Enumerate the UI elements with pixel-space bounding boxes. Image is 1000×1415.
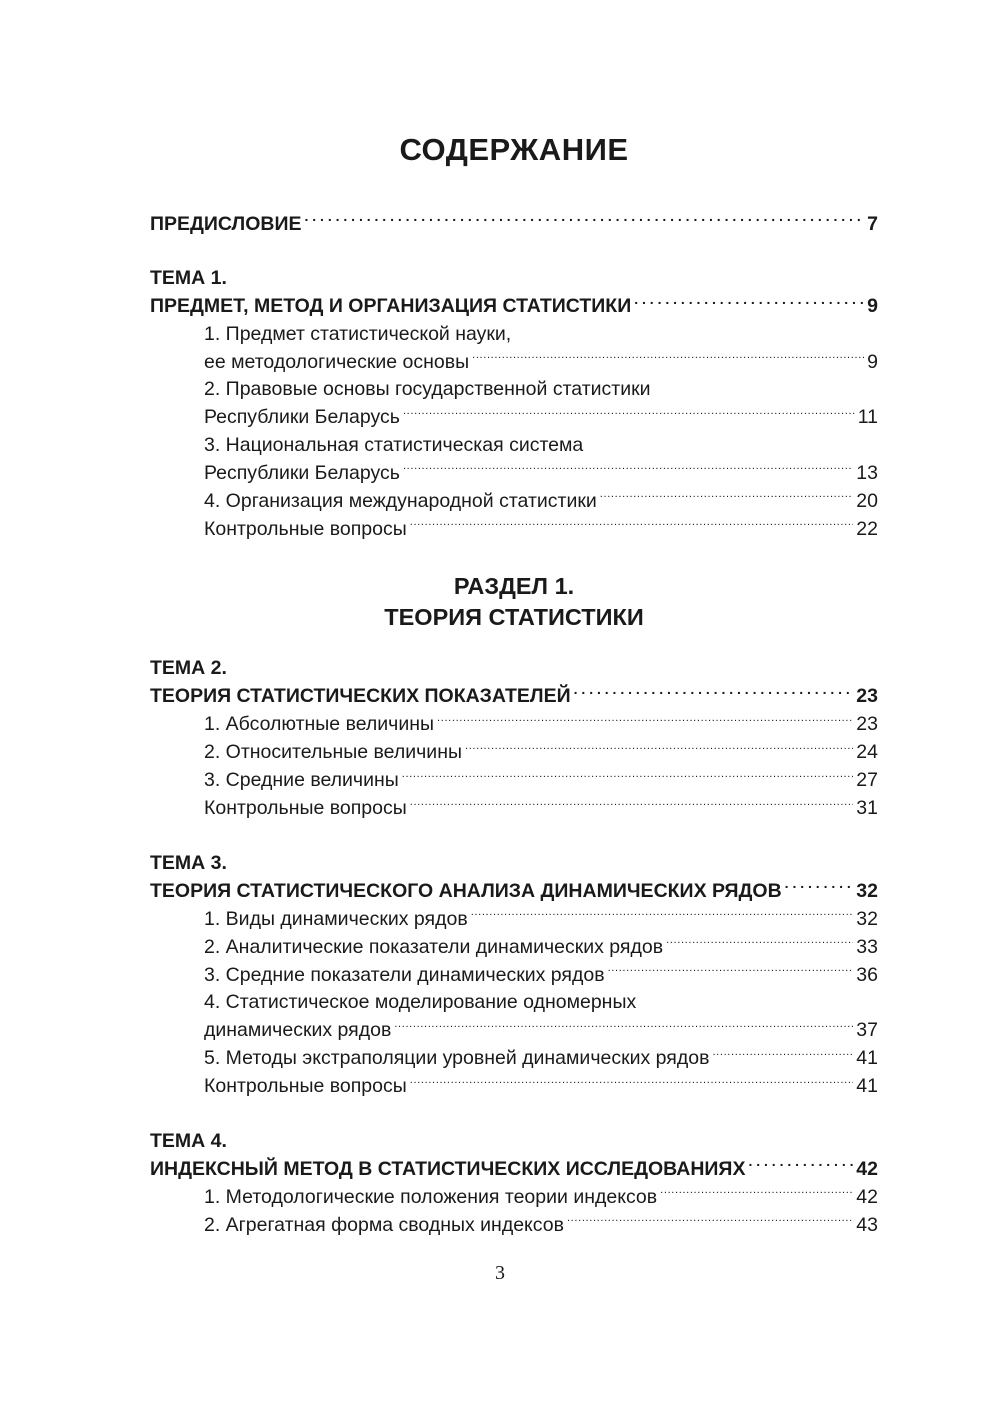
topic-heading: ТЕМА 2. (150, 657, 227, 679)
toc-page-number: 24 (856, 741, 878, 763)
toc-entry-label-line1: 1. Предмет статистической науки, (204, 322, 512, 345)
dot-leader (567, 1211, 853, 1231)
toc-entry-label: ПРЕДИСЛОВИЕ (150, 212, 302, 235)
toc-page-number: 31 (856, 797, 878, 819)
toc-page-number: 43 (856, 1213, 878, 1236)
toc-entry-label: Республики Беларусь (204, 406, 400, 428)
toc-page-number: 9 (867, 295, 878, 317)
toc-entry[interactable] (150, 1183, 878, 1211)
toc-entry-label: ПРЕДМЕТ, МЕТОД И ОРГАНИЗАЦИЯ СТАТИСТИКИ (150, 295, 632, 317)
dot-leader (634, 293, 864, 313)
toc-page-number: 37 (856, 1019, 878, 1041)
toc-page-number: 41 (856, 1075, 878, 1097)
dot-leader (600, 487, 854, 507)
toc-entry-label-line1: 4. Статистическое моделирование одномерных (204, 991, 637, 1013)
toc-page-number: 20 (856, 489, 878, 512)
dot-leader (748, 1155, 853, 1175)
toc-entry-label: 3. Средние величины (204, 769, 399, 791)
toc-entry-label: 1. Абсолютные величины (204, 713, 435, 735)
toc-entry[interactable] (150, 348, 878, 376)
toc-entry-label-line1: 3. Национальная статистическая система (204, 433, 584, 456)
toc-page-number: 32 (856, 879, 878, 902)
toc-entry[interactable] (150, 905, 878, 933)
page-title: СОДЕРЖАНИЕ (399, 132, 629, 167)
toc-entry[interactable] (150, 1211, 878, 1239)
toc-entry-topic-2[interactable] (150, 683, 878, 711)
toc-entry-topic-1[interactable] (150, 293, 878, 321)
toc-page-number: 36 (856, 963, 878, 986)
dot-leader (574, 683, 854, 703)
toc-page-number: 23 (856, 685, 878, 707)
dot-leader (712, 1045, 853, 1065)
toc-page-number: 22 (856, 517, 878, 540)
toc-page-number: 11 (857, 406, 878, 428)
dot-leader (394, 1017, 853, 1037)
toc-page-number: 32 (856, 907, 878, 930)
toc-page-number: 41 (856, 1047, 878, 1069)
toc-page-number: 33 (856, 935, 878, 958)
topic-heading: ТЕМА 4. (150, 1129, 227, 1152)
toc-entry-label: ТЕОРИЯ СТАТИСТИЧЕСКОГО АНАЛИЗА ДИНАМИЧЕСКИХ РЯДОВ (150, 879, 782, 902)
toc-page-number: 13 (856, 461, 878, 484)
dot-leader (472, 348, 864, 368)
dot-leader (402, 767, 854, 787)
dot-leader (666, 933, 853, 953)
topic-heading: ТЕМА 3. (150, 851, 227, 874)
dot-leader (608, 961, 854, 981)
toc-entry[interactable] (150, 1017, 878, 1045)
toc-entry-preface[interactable] (150, 210, 878, 238)
section-heading-line2: ТЕОРИЯ СТАТИСТИКИ (384, 604, 644, 630)
section-heading-line1: РАЗДЕЛ 1. (453, 573, 575, 599)
toc-entry-label: 4. Организация международной статистики (204, 489, 597, 512)
dot-leader (465, 739, 853, 759)
toc-entry-label: 2. Аналитические показатели динамических рядов (204, 935, 664, 958)
toc-entry-label: 2. Агрегатная форма сводных индексов (204, 1213, 564, 1236)
toc-entry[interactable] (150, 795, 878, 823)
dot-leader (410, 515, 854, 535)
toc-entry[interactable] (150, 1045, 878, 1073)
toc-entry-label-line1: 2. Правовые основы государственной статистики (204, 378, 651, 400)
toc-entry[interactable] (150, 961, 878, 989)
page-number: 3 (495, 1262, 505, 1284)
toc-entry-label: динамических рядов (204, 1019, 392, 1041)
toc-page-number: 27 (856, 769, 878, 791)
toc-entry[interactable] (150, 515, 878, 543)
toc-entry-topic-4[interactable] (150, 1155, 878, 1183)
toc-page-number: 42 (856, 1157, 878, 1180)
toc-page-number: 23 (856, 713, 878, 735)
toc-entry-label: ИНДЕКСНЫЙ МЕТОД В СТАТИСТИЧЕСКИХ ИССЛЕДОВАНИЯХ (150, 1157, 746, 1180)
dot-leader (471, 905, 854, 925)
toc-entry-label: Республики Беларусь (204, 461, 400, 484)
toc-entry[interactable] (150, 767, 878, 795)
toc-entry[interactable] (150, 933, 878, 961)
dot-leader (785, 877, 854, 897)
toc-entry-label: Контрольные вопросы (204, 517, 407, 540)
toc-entry[interactable] (150, 487, 878, 515)
toc-entry-label: ее методологические основы (204, 350, 470, 373)
dot-leader (660, 1183, 853, 1203)
toc-entry-label: 5. Методы экстраполяции уровней динамических рядов (204, 1047, 710, 1069)
toc-entry[interactable] (150, 711, 878, 739)
dot-leader (403, 404, 855, 424)
toc-entry-topic-3[interactable] (150, 877, 878, 905)
toc-page-number: 9 (867, 350, 878, 373)
toc-entry-label: ТЕОРИЯ СТАТИСТИЧЕСКИХ ПОКАЗАТЕЛЕЙ (150, 685, 571, 707)
toc-entry-label: Контрольные вопросы (204, 1075, 407, 1097)
toc-entry[interactable] (150, 1073, 878, 1101)
topic-heading: ТЕМА 1. (150, 267, 227, 289)
dot-leader (305, 210, 865, 230)
dot-leader (437, 711, 853, 731)
toc-entry-label: 1. Виды динамических рядов (204, 907, 468, 930)
toc-entry[interactable] (150, 459, 878, 487)
toc-entry-label: Контрольные вопросы (204, 797, 407, 819)
toc-entry-label: 2. Относительные величины (204, 741, 462, 763)
toc-page-number: 7 (867, 212, 878, 235)
toc-entry-label: 3. Средние показатели динамических рядов (204, 963, 605, 986)
dot-leader (410, 1073, 854, 1093)
dot-leader (410, 795, 854, 815)
toc-entry[interactable] (150, 404, 878, 432)
table-of-contents (150, 130, 878, 1239)
toc-page-number: 42 (856, 1185, 878, 1208)
toc-entry-label: 1. Методологические положения теории индексов (204, 1185, 658, 1208)
dot-leader (403, 459, 853, 479)
toc-entry[interactable] (150, 739, 878, 767)
